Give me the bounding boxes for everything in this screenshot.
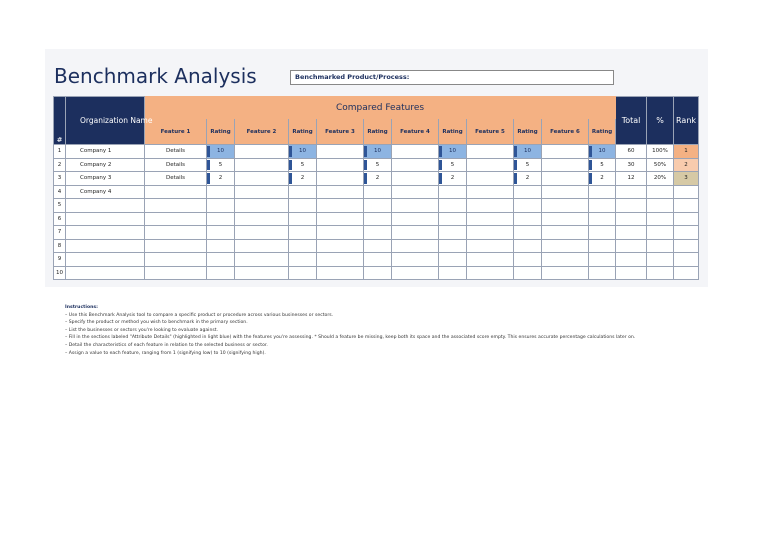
feature-details-cell[interactable] xyxy=(467,226,514,240)
percent-cell xyxy=(647,226,674,240)
rating-value: 5 xyxy=(525,161,530,168)
rating-cell[interactable] xyxy=(439,185,467,199)
feature-details-cell[interactable] xyxy=(392,145,439,159)
rating-cell[interactable] xyxy=(439,239,467,253)
rating-cell[interactable] xyxy=(207,172,235,186)
total-cell xyxy=(616,226,647,240)
feature-details-cell[interactable] xyxy=(235,172,289,186)
rating-value: 5 xyxy=(300,161,305,168)
feature-details-cell[interactable] xyxy=(235,253,289,267)
rating-cell[interactable] xyxy=(289,239,317,253)
feature-details-cell[interactable] xyxy=(467,185,514,199)
rating-cell[interactable] xyxy=(364,172,392,186)
rating-bar xyxy=(207,146,210,157)
rating-value: 5 xyxy=(218,161,223,168)
rating-bar xyxy=(514,146,517,157)
rating-cell[interactable] xyxy=(207,266,235,280)
instructions-block xyxy=(65,304,635,357)
feature-details-cell[interactable] xyxy=(542,158,589,172)
rating-cell[interactable] xyxy=(514,212,542,226)
rating-value: 10 xyxy=(217,148,224,155)
feature-details-cell[interactable] xyxy=(317,212,364,226)
feature-1-header: Feature 1 xyxy=(145,119,207,145)
rank-cell xyxy=(674,226,699,240)
feature-details-cell[interactable] xyxy=(542,199,589,213)
total-cell: 60 xyxy=(616,145,647,159)
rating-bar xyxy=(439,146,442,157)
organization-name-cell[interactable]: Company 4 xyxy=(66,185,145,199)
rating-cell[interactable] xyxy=(289,185,317,199)
rating-cell[interactable] xyxy=(439,145,467,159)
organization-name-cell[interactable] xyxy=(66,266,145,280)
feature-details-cell[interactable] xyxy=(392,185,439,199)
feature-details-cell[interactable] xyxy=(145,266,207,280)
rating-cell[interactable] xyxy=(439,212,467,226)
rating-cell[interactable] xyxy=(364,185,392,199)
rating-cell[interactable] xyxy=(439,172,467,186)
table-row xyxy=(54,172,699,186)
feature-details-cell[interactable] xyxy=(235,199,289,213)
total-cell xyxy=(616,212,647,226)
rating-cell[interactable] xyxy=(364,145,392,159)
rating-value: 10 xyxy=(524,148,531,155)
row-number-cell: 8 xyxy=(54,239,66,253)
feature-details-cell[interactable] xyxy=(235,185,289,199)
total-header: Total xyxy=(616,97,647,145)
rank-cell xyxy=(674,239,699,253)
rating-value: 10 xyxy=(299,148,306,155)
feature-details-cell[interactable] xyxy=(145,253,207,267)
organization-name-header: Organization Name xyxy=(66,97,145,145)
table-row xyxy=(54,185,699,199)
total-cell xyxy=(616,239,647,253)
table-row xyxy=(54,266,699,280)
feature-4-header: Feature 4 xyxy=(392,119,439,145)
feature-details-cell[interactable] xyxy=(392,239,439,253)
feature-details-cell[interactable] xyxy=(317,199,364,213)
feature-details-cell[interactable] xyxy=(392,199,439,213)
rank-cell xyxy=(674,266,699,280)
rating-4-header: Rating xyxy=(439,119,467,145)
feature-details-cell[interactable] xyxy=(235,212,289,226)
feature-details-cell[interactable] xyxy=(392,253,439,267)
feature-details-cell[interactable] xyxy=(467,266,514,280)
instruction-item: – List the businesses or sectors you're looking to evaluate against. xyxy=(65,327,219,333)
percent-cell xyxy=(647,253,674,267)
feature-details-cell[interactable] xyxy=(542,212,589,226)
row-number-cell: 3 xyxy=(54,172,66,186)
rank-header: Rank xyxy=(674,97,699,145)
feature-details-cell[interactable] xyxy=(542,239,589,253)
feature-details-cell[interactable] xyxy=(542,172,589,186)
rating-value: 5 xyxy=(375,161,380,168)
rating-cell[interactable] xyxy=(207,199,235,213)
feature-details-cell[interactable] xyxy=(542,145,589,159)
organization-name-cell[interactable] xyxy=(66,212,145,226)
hash-header: # xyxy=(54,97,66,145)
row-number-cell: 7 xyxy=(54,226,66,240)
feature-details-cell[interactable] xyxy=(235,239,289,253)
rating-1-header: Rating xyxy=(207,119,235,145)
rating-cell[interactable] xyxy=(514,158,542,172)
rating-cell[interactable] xyxy=(589,172,616,186)
rating-cell[interactable] xyxy=(364,253,392,267)
rating-cell[interactable] xyxy=(589,158,616,172)
rating-cell[interactable] xyxy=(589,212,616,226)
rating-cell[interactable] xyxy=(439,266,467,280)
feature-details-cell[interactable] xyxy=(392,212,439,226)
table-row xyxy=(54,199,699,213)
rating-cell[interactable] xyxy=(207,158,235,172)
feature-details-cell[interactable] xyxy=(467,172,514,186)
feature-details-cell[interactable]: Details xyxy=(145,172,207,186)
total-cell: 12 xyxy=(616,172,647,186)
total-cell xyxy=(616,199,647,213)
rating-cell[interactable] xyxy=(589,253,616,267)
feature-3-header: Feature 3 xyxy=(317,119,364,145)
feature-details-cell[interactable] xyxy=(317,253,364,267)
rating-cell[interactable] xyxy=(207,185,235,199)
rating-cell[interactable] xyxy=(589,266,616,280)
feature-details-cell[interactable] xyxy=(235,158,289,172)
rating-value: 10 xyxy=(449,148,456,155)
organization-name-cell[interactable] xyxy=(66,253,145,267)
benchmarked-product-field[interactable] xyxy=(290,70,614,85)
rating-cell[interactable] xyxy=(207,226,235,240)
rating-cell[interactable] xyxy=(289,212,317,226)
feature-details-cell[interactable] xyxy=(467,158,514,172)
rating-cell[interactable] xyxy=(364,212,392,226)
rating-cell[interactable] xyxy=(439,226,467,240)
percent-cell xyxy=(647,239,674,253)
rating-cell[interactable] xyxy=(589,145,616,159)
rank-cell: 1 xyxy=(674,145,699,159)
rating-bar xyxy=(289,173,292,184)
rating-cell[interactable] xyxy=(514,145,542,159)
total-cell xyxy=(616,253,647,267)
feature-details-cell[interactable] xyxy=(145,226,207,240)
benchmark-table xyxy=(53,96,699,280)
rating-cell[interactable] xyxy=(207,212,235,226)
row-number-cell: 10 xyxy=(54,266,66,280)
feature-details-cell[interactable] xyxy=(145,212,207,226)
rating-bar xyxy=(364,173,367,184)
rating-value: 10 xyxy=(598,148,606,155)
rating-cell[interactable] xyxy=(439,199,467,213)
feature-5-header: Feature 5 xyxy=(467,119,514,145)
rating-cell[interactable] xyxy=(514,185,542,199)
benchmarked-product-label: Benchmarked Product/Process: xyxy=(295,73,410,81)
feature-2-header: Feature 2 xyxy=(235,119,289,145)
rating-cell[interactable] xyxy=(514,239,542,253)
percent-cell: 100% xyxy=(647,145,674,159)
rank-cell xyxy=(674,212,699,226)
rating-cell[interactable] xyxy=(289,226,317,240)
rating-6-header: Rating xyxy=(589,119,616,145)
percent-cell: 50% xyxy=(647,158,674,172)
rating-bar xyxy=(589,160,592,171)
rating-cell[interactable] xyxy=(289,145,317,159)
instruction-item: – Detail the characteristics of each feature in relation to the selected business or sector. xyxy=(65,342,268,348)
rating-bar xyxy=(364,160,367,171)
rating-cell[interactable] xyxy=(364,158,392,172)
feature-details-cell[interactable]: Details xyxy=(145,145,207,159)
rating-cell[interactable] xyxy=(364,239,392,253)
rating-cell[interactable] xyxy=(514,226,542,240)
rating-cell[interactable] xyxy=(514,266,542,280)
benchmark-table-wrapper xyxy=(53,96,699,280)
feature-details-cell[interactable] xyxy=(392,158,439,172)
total-cell: 30 xyxy=(616,158,647,172)
rating-bar xyxy=(514,173,517,184)
rating-bar xyxy=(439,160,442,171)
rating-5-header: Rating xyxy=(514,119,542,145)
organization-name-cell[interactable]: Company 1 xyxy=(66,145,145,159)
instructions-list xyxy=(65,312,635,358)
percent-cell: 20% xyxy=(647,172,674,186)
percent-header: % xyxy=(647,97,674,145)
rating-bar xyxy=(589,146,592,157)
feature-details-cell[interactable] xyxy=(317,172,364,186)
feature-details-cell[interactable] xyxy=(145,239,207,253)
feature-details-cell[interactable] xyxy=(392,266,439,280)
rank-cell xyxy=(674,253,699,267)
feature-details-cell[interactable] xyxy=(235,226,289,240)
organization-name-cell[interactable] xyxy=(66,226,145,240)
rating-cell[interactable] xyxy=(289,266,317,280)
rating-cell[interactable] xyxy=(364,199,392,213)
compared-features-header: Compared Features xyxy=(145,97,616,119)
feature-details-cell[interactable] xyxy=(145,199,207,213)
row-number-cell: 6 xyxy=(54,212,66,226)
feature-details-cell[interactable] xyxy=(467,239,514,253)
rating-cell[interactable] xyxy=(514,199,542,213)
rating-cell[interactable] xyxy=(289,253,317,267)
table-row xyxy=(54,226,699,240)
rating-cell[interactable] xyxy=(364,266,392,280)
rating-cell[interactable] xyxy=(514,253,542,267)
feature-details-cell[interactable] xyxy=(542,226,589,240)
feature-details-cell[interactable]: Details xyxy=(145,158,207,172)
rating-cell[interactable] xyxy=(364,226,392,240)
feature-details-cell[interactable] xyxy=(542,185,589,199)
feature-details-cell[interactable] xyxy=(542,253,589,267)
instruction-item: – Assign a value to each feature, ranging from 1 (signifying low) to 10 (signifying high). xyxy=(65,350,266,356)
organization-name-cell[interactable] xyxy=(66,239,145,253)
rating-value: 2 xyxy=(218,175,223,182)
rating-bar xyxy=(289,160,292,171)
rating-value: 2 xyxy=(450,175,455,182)
row-number-cell: 5 xyxy=(54,199,66,213)
row-number-cell: 2 xyxy=(54,158,66,172)
rank-cell xyxy=(674,185,699,199)
rating-cell[interactable] xyxy=(207,145,235,159)
organization-name-cell[interactable] xyxy=(66,199,145,213)
feature-details-cell[interactable] xyxy=(392,172,439,186)
rating-cell[interactable] xyxy=(289,199,317,213)
percent-cell xyxy=(647,199,674,213)
rating-value: 5 xyxy=(450,161,455,168)
feature-details-cell[interactable] xyxy=(467,212,514,226)
rank-cell: 2 xyxy=(674,158,699,172)
rating-bar xyxy=(289,146,292,157)
rank-cell: 3 xyxy=(674,172,699,186)
instructions-heading: Instructions: xyxy=(65,305,98,310)
feature-details-cell[interactable] xyxy=(317,185,364,199)
total-cell xyxy=(616,185,647,199)
feature-details-cell[interactable] xyxy=(467,145,514,159)
rating-bar xyxy=(514,160,517,171)
total-cell xyxy=(616,266,647,280)
rating-bar xyxy=(364,146,367,157)
feature-details-cell[interactable] xyxy=(317,145,364,159)
table-row xyxy=(54,239,699,253)
rank-cell xyxy=(674,199,699,213)
rating-value: 2 xyxy=(600,175,604,182)
page-title: Benchmark Analysis xyxy=(54,64,257,88)
feature-details-cell[interactable] xyxy=(235,145,289,159)
rating-bar xyxy=(207,173,210,184)
rating-cell[interactable] xyxy=(589,226,616,240)
feature-details-cell[interactable] xyxy=(542,266,589,280)
rating-cell[interactable] xyxy=(514,172,542,186)
rating-cell[interactable] xyxy=(289,158,317,172)
rating-bar xyxy=(439,173,442,184)
rating-cell[interactable] xyxy=(589,239,616,253)
instruction-item: – Use this Benchmark Analysis tool to compare a specific product or procedure across various businesses or sectors. xyxy=(65,312,334,318)
rating-bar xyxy=(589,173,592,184)
feature-details-cell[interactable] xyxy=(145,185,207,199)
instruction-item: – Specify the product or method you wish to benchmark in the primary section. xyxy=(65,320,248,326)
row-number-cell: 4 xyxy=(54,185,66,199)
rating-cell[interactable] xyxy=(439,158,467,172)
feature-details-cell[interactable] xyxy=(317,266,364,280)
rating-cell[interactable] xyxy=(289,172,317,186)
rating-bar xyxy=(207,160,210,171)
row-number-cell: 9 xyxy=(54,253,66,267)
table-row xyxy=(54,145,699,159)
rating-3-header: Rating xyxy=(364,119,392,145)
rating-cell[interactable] xyxy=(589,185,616,199)
percent-cell xyxy=(647,185,674,199)
rating-cell[interactable] xyxy=(207,253,235,267)
row-number-cell: 1 xyxy=(54,145,66,159)
organization-name-cell[interactable]: Company 2 xyxy=(66,158,145,172)
organization-name-cell[interactable]: Company 3 xyxy=(66,172,145,186)
rating-cell[interactable] xyxy=(207,239,235,253)
feature-details-cell[interactable] xyxy=(467,199,514,213)
rating-cell[interactable] xyxy=(439,253,467,267)
percent-cell xyxy=(647,212,674,226)
feature-6-header: Feature 6 xyxy=(542,119,589,145)
rating-value: 5 xyxy=(600,161,604,168)
feature-details-cell[interactable] xyxy=(392,226,439,240)
feature-details-cell[interactable] xyxy=(467,253,514,267)
rating-value: 2 xyxy=(375,175,380,182)
percent-cell xyxy=(647,266,674,280)
rating-value: 2 xyxy=(525,175,530,182)
instruction-item: – Fill in the sections labeled "Attribute Details" (highlighted in light blue) with the features you're assessing. * Should a feature be missing, keep both its space and the associated score empty. This ensures accurate percentage calculations later on. xyxy=(65,335,636,341)
rating-cell[interactable] xyxy=(589,199,616,213)
rating-value: 10 xyxy=(374,148,381,155)
table-row xyxy=(54,212,699,226)
rating-value: 2 xyxy=(300,175,305,182)
feature-details-cell[interactable] xyxy=(317,158,364,172)
feature-details-cell[interactable] xyxy=(317,226,364,240)
benchmark-table-body xyxy=(54,145,699,280)
table-row xyxy=(54,253,699,267)
feature-details-cell[interactable] xyxy=(235,266,289,280)
table-row xyxy=(54,158,699,172)
feature-details-cell[interactable] xyxy=(317,239,364,253)
rating-2-header: Rating xyxy=(289,119,317,145)
